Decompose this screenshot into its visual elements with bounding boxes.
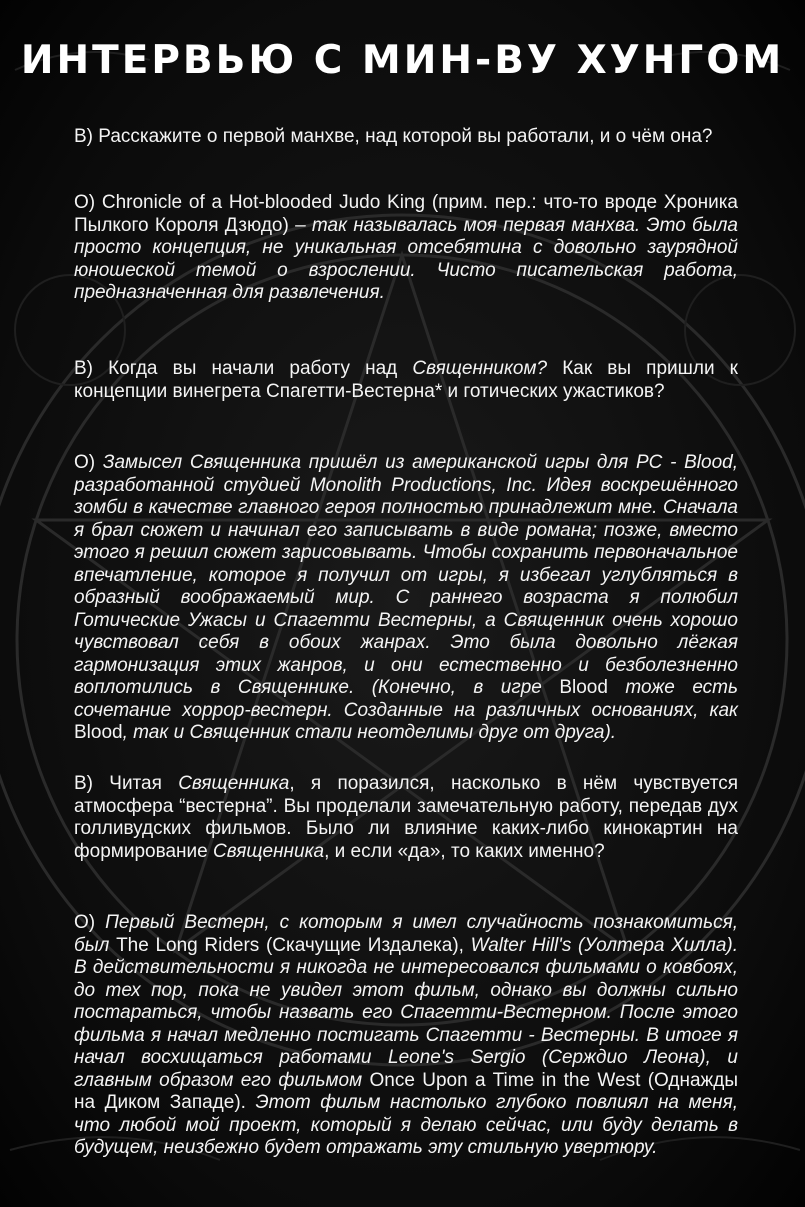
answer-text-segment: , так и Священник стали неотделимы друг от друга).	[122, 722, 617, 743]
answer-text-segment: Этот фильм настолько глубоко повлиял на меня, что любой мой проект, который я делаю сейчас, или буду делать в будущем, неизбежно будет отражать эту стильную увертюру.	[74, 1092, 738, 1158]
answer-text-segment: О)	[74, 452, 103, 473]
question-text-segment: В) Читая	[74, 773, 179, 794]
question-text-segment: Священника	[178, 773, 290, 794]
answer-text-segment: О)	[74, 912, 106, 933]
answer-text-segment: The Long Riders (Скачущие Издалека),	[116, 934, 471, 956]
question-3	[74, 773, 738, 863]
answer-text-segment: Замысел Священника пришёл из американской игры для PC - Blood, разработанной студией Monolith Productions, Inc. Идея воскрешённого зомби в качестве главного героя полностью принадлежит мне. Сначала я брал сюжет и начинал его записывать в виде романа; позже, вместо этого я решил сюжет зарисовывать. Чтобы сохранить первоначальное впечатление, которое я получил от игры, я избегал углубляться в образный воображаемый мир. С раннего возраста я полюбил Готические Ужасы и Спагетти Вестерны, а Священник очень хорошо чувствовал себя в обоих жанрах. Это была довольно лёгкая гармонизация этих жанров, и они естественно и безболезненно воплотились в Священнике. (Конечно, в игре	[74, 452, 738, 698]
question-2	[74, 358, 738, 403]
question-text-segment: В) Когда вы начали работу над	[74, 358, 413, 379]
answer-3	[74, 912, 738, 1160]
answer-text-segment: Blood	[559, 677, 608, 698]
question-1	[74, 126, 738, 149]
answer-2	[74, 452, 738, 745]
answer-1	[74, 192, 738, 305]
answer-text-segment: – так называлась моя первая манхва. Это была просто концепция, не уникальная отсебятина с довольно заурядной юношеской темой о взрослении. Чисто писательская работа, предназначенная для развлечения.	[74, 214, 738, 303]
answer-text-segment: Blood	[74, 722, 123, 743]
answer-text-segment: Walter Hill's (Уолтера Хилла). В действительности я никогда не интересовался фильмами о ковбоях, до тех пор, пока не увидел этот фильм, однако вы должны сильно постараться, чтобы назвать его Спагетти-Вестерном. После этого фильма я начал медленно постигать Спагетти - Вестерны. В итоге я начал восхищаться работами Leone's Sergio (Серждио Леона), и главным образом его фильмом	[74, 934, 738, 1091]
answer-text-segment: О) Chronicle of a Hot-blooded Judo King (прим. пер.: что-то вроде Хроника Пылкого Короля Дзюдо)	[74, 192, 738, 236]
question-text-segment: Священником?	[412, 358, 548, 379]
page-title: ИНТЕРВЬЮ С МИН-ВУ ХУНГОМ	[20, 38, 785, 83]
question-text-segment: , я поразился, насколько в нём чувствуется атмосфера “вестерна”. Вы проделали замечательную работу, передав дух голливудских фильмов. Было ли влияние каких-либо кинокартин на формирование	[74, 773, 738, 862]
answer-text-segment: тоже есть сочетание хоррор-вестерн. Созданные на различных основаниях, как	[74, 677, 738, 721]
question-text-segment: Священника	[212, 840, 325, 862]
question-text-segment: В) Расскажите о первой манхве, над которой вы работали, и о чём она?	[74, 126, 713, 147]
question-text-segment: , и если «да», то каких именно?	[324, 840, 605, 862]
answer-text-segment: Once Upon a Time in the West (Однажды на Диком Западе).	[74, 1069, 739, 1113]
question-text-segment: Как вы пришли к концепции винегрета Спагетти-Вестерна* и готических ужастиков?	[74, 358, 738, 402]
answer-text-segment: Первый Вестерн, с которым я имел случайность познакомиться, был	[74, 912, 738, 956]
